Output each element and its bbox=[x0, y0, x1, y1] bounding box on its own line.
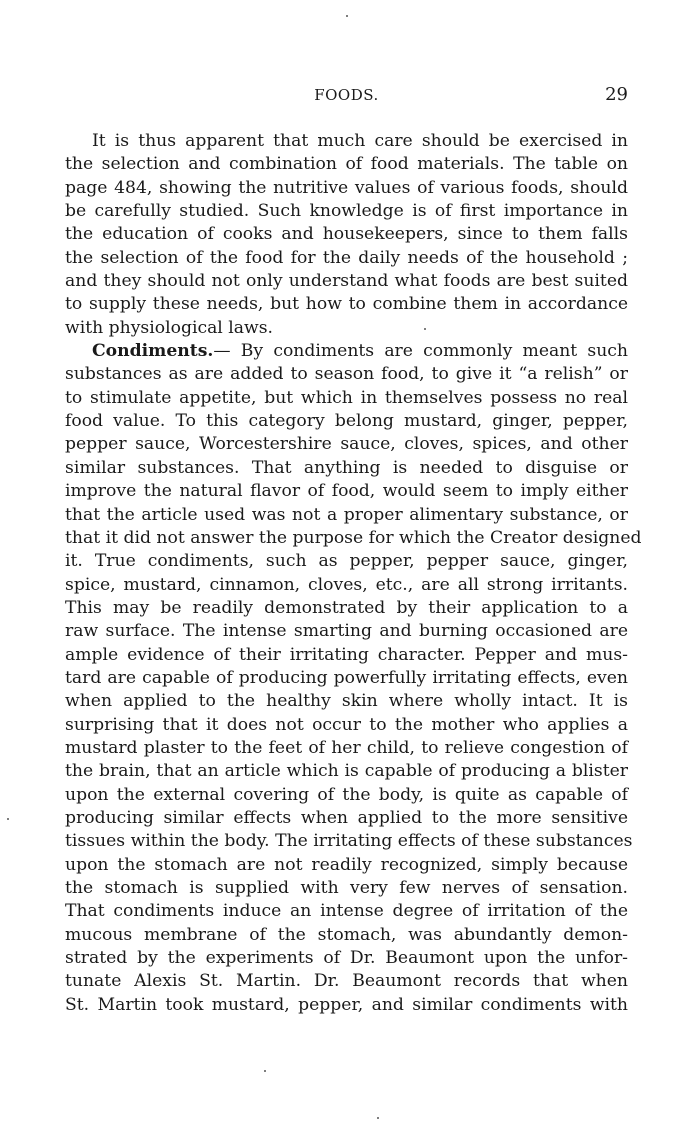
running-header bbox=[65, 86, 628, 108]
text-line: substances as are added to season food, to give it “a relish” or bbox=[65, 364, 628, 385]
text-line: raw surface. The intense smarting and burning occasioned are bbox=[65, 621, 628, 642]
section-heading-condiments: Condiments. bbox=[92, 341, 214, 362]
text-line: that the article used was not a proper alimentary substance, or bbox=[65, 504, 628, 525]
text-line: similar substances. That anything is needed to disguise or bbox=[65, 457, 628, 478]
text-line: pepper sauce, Worcestershire sauce, cloves, spices, and other bbox=[65, 434, 628, 455]
text-line: mustard plaster to the feet of her child, to relieve congestion of bbox=[65, 737, 628, 758]
text-line: surprising that it does not occur to the mother who applies a bbox=[65, 714, 628, 735]
text-line: improve the natural flavor of food, would seem to imply either bbox=[65, 481, 628, 502]
page-number: 29 bbox=[605, 84, 628, 105]
text-line bbox=[65, 1017, 628, 1040]
text-line: that it did not answer the purpose for which the Creator designed bbox=[65, 527, 642, 548]
text-line: to stimulate appetite, but which in themselves possess no real bbox=[65, 387, 628, 408]
paragraph-food-selection bbox=[65, 130, 628, 340]
text-line: upon the stomach are not readily recognized, simply because bbox=[65, 854, 628, 875]
text-line: food value. To this category belong mustard, ginger, pepper, bbox=[65, 411, 628, 432]
page-body bbox=[65, 130, 642, 1040]
text-line: ample evidence of their irritating character. Pepper and mus- bbox=[65, 644, 628, 665]
text-run: — By condiments are commonly meant such bbox=[213, 341, 628, 362]
text-line: St. Martin took mustard, pepper, and similar condiments with bbox=[65, 994, 628, 1015]
text-line: when applied to the healthy skin where wholly intact. It is bbox=[65, 691, 628, 712]
text-line: It is thus apparent that much care should be exercised in bbox=[92, 131, 628, 151]
text-line: to supply these needs, but how to combine them in accordance bbox=[65, 294, 628, 315]
text-line: it. True condiments, such as pepper, pepper sauce, ginger, bbox=[65, 551, 628, 572]
scan-speck bbox=[264, 1070, 266, 1072]
scan-speck bbox=[346, 15, 348, 17]
text-line: the selection and combination of food materials. The table on bbox=[65, 154, 628, 175]
running-title: FOODS. bbox=[314, 86, 379, 104]
text-line: page 484, showing the nutritive values of various foods, should bbox=[65, 177, 628, 198]
scan-speck bbox=[377, 1117, 379, 1119]
text-line: tard are capable of producing powerfully irritating effects, even bbox=[65, 667, 628, 688]
paragraph-condiments bbox=[65, 340, 642, 1040]
text-line: tissues within the body. The irritating effects of these substances bbox=[65, 831, 633, 852]
text-line: with physiological laws. bbox=[65, 317, 274, 338]
text-line: be carefully studied. Such knowledge is of first importance in bbox=[65, 201, 628, 222]
text-line: mucous membrane of the stomach, was abundantly demon- bbox=[65, 924, 628, 945]
text-line: and they should not only understand what foods are best suited bbox=[65, 271, 628, 292]
scan-speck bbox=[7, 818, 9, 820]
text-line: the stomach is supplied with very few nerves of sensation. bbox=[65, 878, 628, 898]
text-line: This may be readily demonstrated by their application to a bbox=[65, 597, 628, 618]
text-line bbox=[65, 340, 628, 363]
text-line: tunate Alexis St. Martin. Dr. Beaumont records that when bbox=[65, 971, 628, 992]
text-line: producing similar effects when applied to the more sensitive bbox=[65, 807, 628, 828]
text-line: upon the external covering of the body, is quite as capable of bbox=[65, 784, 628, 805]
text-line: strated by the experiments of Dr. Beaumont upon the unfor- bbox=[65, 948, 628, 969]
text-line: spice, mustard, cinnamon, cloves, etc., are all strong irritants. bbox=[65, 574, 628, 595]
text-line: the brain, that an article which is capable of producing a blister bbox=[65, 761, 628, 782]
text-line: the selection of the food for the daily needs of the household ; bbox=[65, 247, 628, 268]
text-line: the education of cooks and housekeepers, since to them falls bbox=[65, 224, 628, 245]
text-line: That condiments induce an intense degree of irritation of the bbox=[65, 901, 628, 922]
